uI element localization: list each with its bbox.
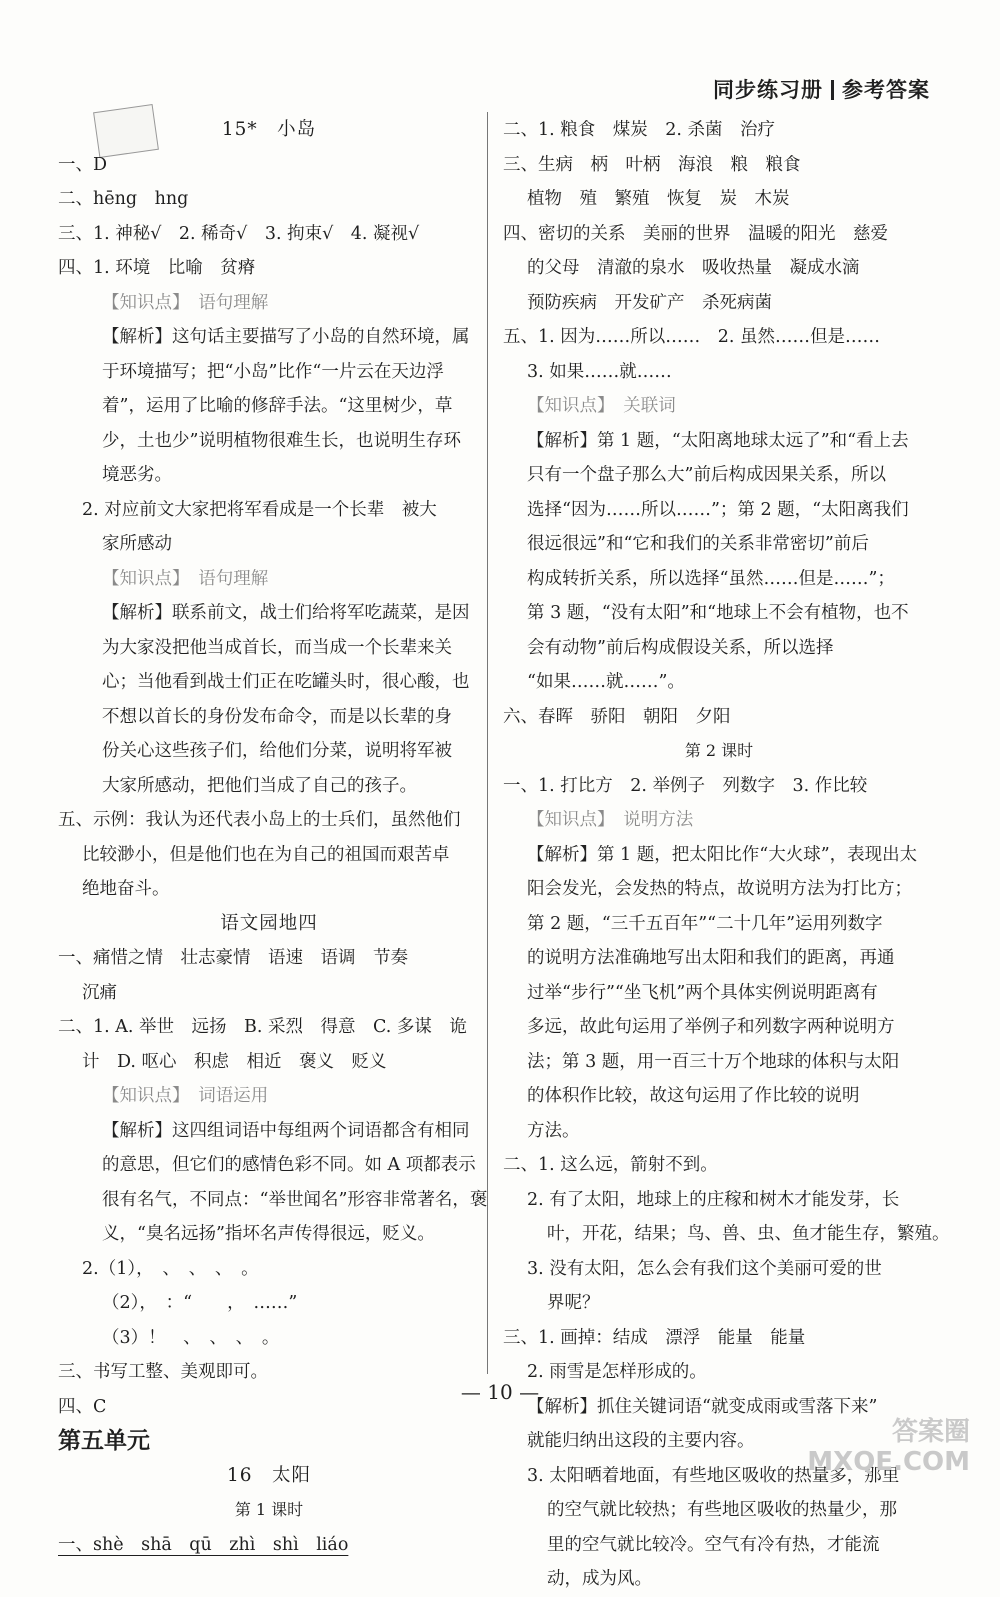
answer-line: 【解析】第 1 题，“太阳离地球太远了”和“看上去 [527,430,909,451]
answer-line: 【知识点】 关联词 [527,396,676,416]
answer-line: 的意思，但它们的感情色彩不同。如 A 项都表示 [102,1155,476,1175]
answer-line: 二、1. 这么远，箭射不到。 [503,1155,718,1175]
answer-line: 【知识点】 语句理解 [102,568,269,589]
answer-line: 义，“臭名远扬”指坏名声传得很远，贬义。 [102,1224,435,1244]
answer-line: 很有名气，不同点：“举世闻名”形容非常著名，褒 [102,1189,488,1210]
answer-line: 心；当他看到战士们正在吃罐头时，很心酸，也 [102,672,470,692]
answer-line: 的父母 清澈的泉水 吸收热量 凝成水滴 [527,258,860,278]
answer-line: 大家所感动，把他们当成了自己的孩子。 [102,775,417,796]
answer-line: 方法。 [527,1120,580,1141]
answer-line: 少，土也少”说明植物很难生长，也说明生存环 [102,430,461,451]
answer-line: 第 3 题，“没有太阳”和“地球上不会有植物，也不 [527,603,909,623]
answer-line: 比较渺小，但是他们也在为自己的祖国而艰苦卓 [82,844,450,865]
answer-line: 【解析】抓住关键词语“就变成雨或雪落下来” [527,1396,878,1417]
answer-line: 会有动物”前后构成假设关系，所以选择 [527,637,834,658]
answer-line: 16 太阳 [226,1464,312,1486]
watermark-line2: MXQE.COM [807,1447,970,1477]
answer-line: 四、C [58,1396,107,1417]
answer-line: 三、书写工整、美观即可。 [58,1362,268,1382]
answer-line: 3. 没有太阳，怎么会有我们这个美丽可爱的世 [527,1258,882,1279]
answer-line: 2. 对应前文大家把将军看成是一个长辈 被大 [82,499,437,520]
answer-line: 2. 有了太阳，地球上的庄稼和树木才能发芽，长 [527,1189,900,1210]
answer-line: 五、1. 因为……所以…… 2. 虽然……但是…… [503,327,881,347]
answer-line: 2.（1）， 、 、 、 。 [82,1258,259,1279]
answer-line: 3. 如果……就…… [527,361,672,382]
page-number: — 10 — [460,1380,540,1404]
answer-line: 叶，开花，结果；鸟、兽、虫、鱼才能生存，繁殖。 [547,1224,950,1244]
answer-line: 三、1. 画掉：结成 漂浮 能量 能量 [503,1327,806,1348]
answer-line: 的说明方法准确地写出太阳和我们的距离，再通 [527,948,895,968]
answer-line: 家所感动 [102,534,172,554]
answer-line: 绝地奋斗。 [82,879,170,899]
right-column [503,113,950,1597]
answer-line: 计 D. 呕心 积虑 相近 褒义 贬义 [82,1051,387,1072]
answer-line: 【解析】第 1 题，把太阳比作“大火球”，表现出太 [527,844,918,865]
answer-line: 【知识点】 语句理解 [102,292,269,313]
answer-line: 阳会发光，会发热的特点，故说明方法为打比方； [527,879,912,899]
answer-line: 【解析】这四组词语中每组两个词语都含有相同 [102,1120,470,1141]
answer-line: 一、1. 打比方 2. 举例子 列数字 3. 作比较 [503,775,868,796]
page-header [713,74,930,104]
answer-line: 不想以首长的身份发布命令，而是以长辈的身 [102,706,452,727]
answer-line: （2）， ：“ ， ……” [102,1293,298,1313]
answer-line: 3. 太阳晒着地面，有些地区吸收的热量多，那里 [527,1465,900,1486]
answer-line: 【知识点】 说明方法 [527,810,694,830]
answer-line: 植物 殖 繁殖 恢复 炭 木炭 [527,189,790,209]
answer-line: 语文园地四 [220,912,318,934]
answer-line: 沉痛 [82,982,117,1003]
answer-line: 第五单元 [58,1428,150,1454]
answer-line: 三、生病 柄 叶柄 海浪 粮 粮食 [503,154,801,175]
answer-line: 于环境描写；把“小岛”比作“一片云在天边浮 [102,361,444,382]
answer-line: 第 2 题，“三千五百年”“二十几年”运用列数字 [527,913,883,934]
answer-line: 【知识点】 词语运用 [102,1086,269,1106]
answer-line: 着”，运用了比喻的修辞手法。“这里树少，草 [102,396,453,416]
answer-line: 一、痛惜之情 壮志豪情 语速 语调 节奏 [58,948,408,968]
answer-line: 二、1. 粮食 煤炭 2. 杀菌 治疗 [503,120,776,140]
answer-line: 多远，故此句运用了举例子和列数字两种说明方 [527,1017,895,1037]
answer-line: 预防疾病 开发矿产 杀死病菌 [527,292,772,313]
answer-line: 界呢？ [547,1293,600,1313]
answer-line: 第 1 课时 [234,1500,304,1519]
answer-line: （3）！ 、 、 、 。 [102,1327,280,1348]
answer-line: 五、示例：我认为还代表小岛上的士兵们，虽然他们 [58,810,461,830]
answer-line: 过举“步行”“坐飞机”两个具体实例说明距离有 [527,982,878,1003]
header-title: 同步练习册 [713,78,823,102]
left-column [58,113,488,1562]
answer-line: 很远很远”和“它和我们的关系非常密切”前后 [527,534,869,554]
answer-line: 二、1. A. 举世 远扬 B. 采烈 得意 C. 多谋 诡 [58,1017,467,1037]
answer-line: 【解析】这句话主要描写了小岛的自然环境，属 [102,327,470,347]
watermark-logo [807,1417,970,1477]
answer-line: 六、春晖 骄阳 朝阳 夕阳 [503,706,731,727]
answer-line: 【解析】联系前文，战士们给将军吃蔬菜，是因 [102,603,470,623]
answer-line: 份关心这些孩子们，给他们分菜，说明将军被 [102,741,452,761]
header-separator [831,80,834,100]
answer-line: 的空气就比较热；有些地区吸收的热量少，那 [547,1500,897,1520]
answer-line: 里的空气就比较冷。空气有冷有热，才能流 [547,1534,880,1555]
answer-line: 第 2 课时 [684,741,754,760]
answer-line: 为大家没把他当成首长，而当成一个长辈来关 [102,637,452,658]
answer-line: 选择“因为……所以……”；第 2 题，“太阳离我们 [527,499,909,520]
header-subtitle: 参考答案 [842,78,930,102]
answer-line: 的体积作比较，故这句运用了作比较的说明 [527,1086,860,1106]
answer-line: 法；第 3 题，用一百三十万个地球的体积与太阳 [527,1051,900,1072]
answer-line: 一、shè shā qū zhì shì liáo [58,1534,349,1555]
watermark-line1: 答案圈 [891,1417,970,1447]
answer-line: 动，成为风。 [547,1569,652,1589]
answer-line: 构成转折关系，所以选择“虽然……但是……”； [527,568,895,589]
answer-line: 二、hēng hng [58,189,189,209]
answer-line: 就能归纳出这段的主要内容。 [527,1431,755,1451]
answer-line: “如果……就……”。 [527,672,685,692]
answer-line: 四、1. 环境 比喻 贫瘠 [58,258,256,278]
answer-line: 境恶劣。 [102,465,172,485]
answer-line: 三、1. 神秘√ 2. 稀奇√ 3. 拘束√ 4. 凝视√ [58,223,420,244]
answer-line: 2. 雨雪是怎样形成的。 [527,1362,707,1382]
answer-line: 只有一个盘子那么大”前后构成因果关系，所以 [527,465,886,485]
answer-line: 四、密切的关系 美丽的世界 温暖的阳光 慈爱 [503,223,888,244]
answer-line: 一、D [58,154,108,175]
answer-line: 15* 小岛 [221,119,317,140]
